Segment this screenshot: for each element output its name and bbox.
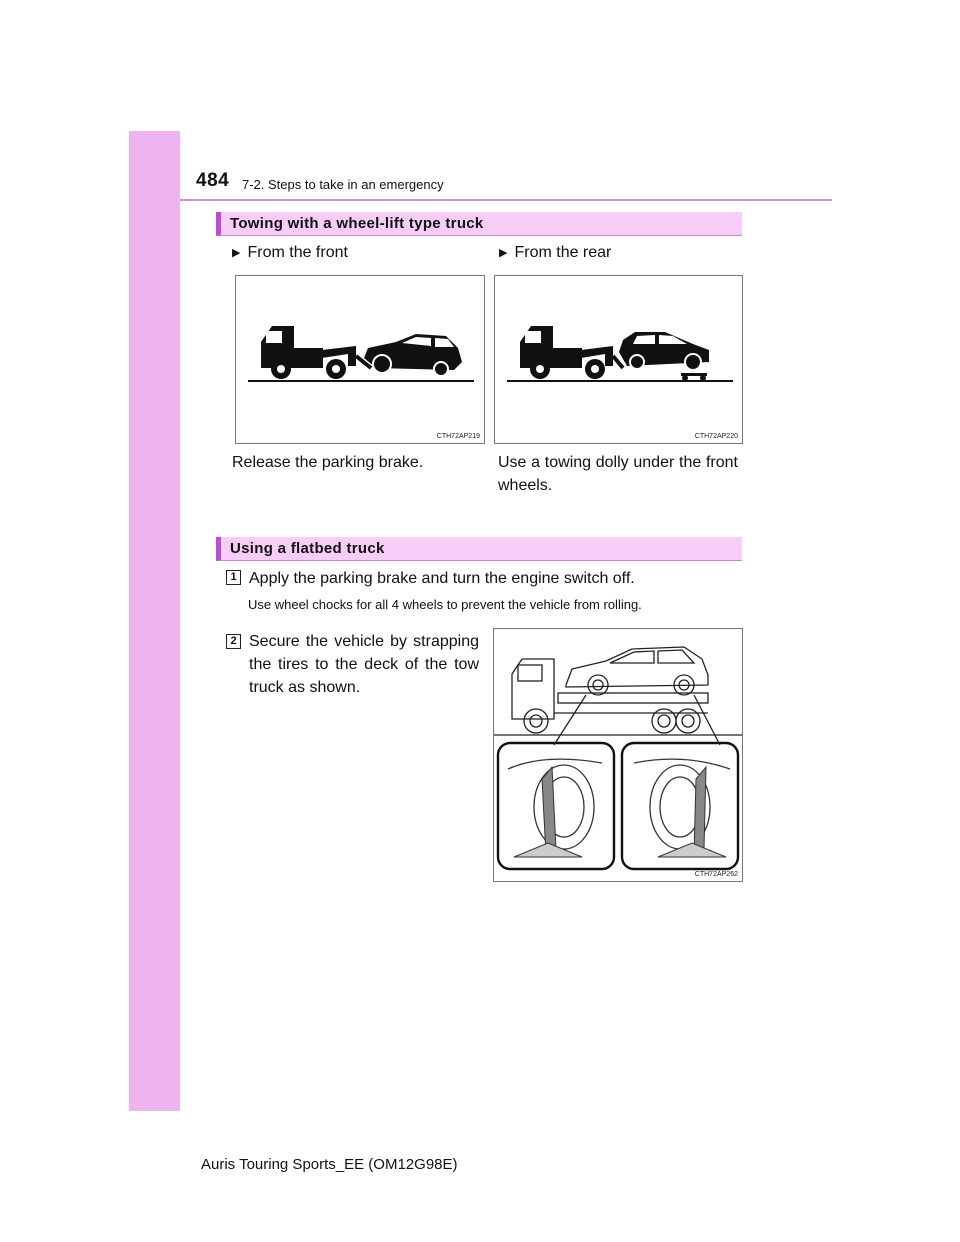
flatbed-truck-illustration xyxy=(494,629,742,881)
page-number: 484 xyxy=(196,170,230,191)
step-1-text: Apply the parking brake and turn the engine switch off. xyxy=(249,570,635,587)
figure-rear-tow xyxy=(494,275,743,444)
front-tow-label: ▶ From the front xyxy=(232,244,348,261)
figure-front-tow xyxy=(235,275,485,444)
rear-tow-label: ▶ From the rear xyxy=(499,244,612,261)
step-number-1: 1 xyxy=(226,570,241,585)
front-caption: Release the parking brake. xyxy=(232,454,424,471)
section-heading-wheel-lift xyxy=(216,212,742,236)
triangle-bullet-icon: ▶ xyxy=(232,247,241,259)
figure-code: CTH72AP220 xyxy=(694,433,738,440)
section-title: Towing with a wheel-lift type truck xyxy=(230,215,484,232)
triangle-bullet-icon: ▶ xyxy=(499,247,508,259)
chapter-sidebar-tab xyxy=(129,131,180,1111)
chapter-title: 7-2. Steps to take in an emergency xyxy=(242,177,444,192)
figure-flatbed xyxy=(493,628,743,882)
step-1-note: Use wheel chocks for all 4 wheels to prevent the vehicle from rolling. xyxy=(248,597,642,612)
section-title: Using a flatbed truck xyxy=(230,540,385,557)
step-2-text: Secure the vehicle by strapping the tires to the deck of the tow truck as shown. xyxy=(249,633,479,696)
footer-model-text: Auris Touring Sports_EE (OM12G98E) xyxy=(201,1156,458,1173)
tow-truck-rear-illustration xyxy=(495,276,742,443)
figure-code: CTH72AP262 xyxy=(694,871,738,878)
section-heading-flatbed xyxy=(216,537,742,561)
tow-truck-front-illustration xyxy=(236,276,484,443)
figure-code: CTH72AP219 xyxy=(436,433,480,440)
rear-caption: Use a towing dolly under the front wheels. xyxy=(498,454,738,494)
step-number-2: 2 xyxy=(226,634,241,649)
header-rule xyxy=(180,199,832,201)
